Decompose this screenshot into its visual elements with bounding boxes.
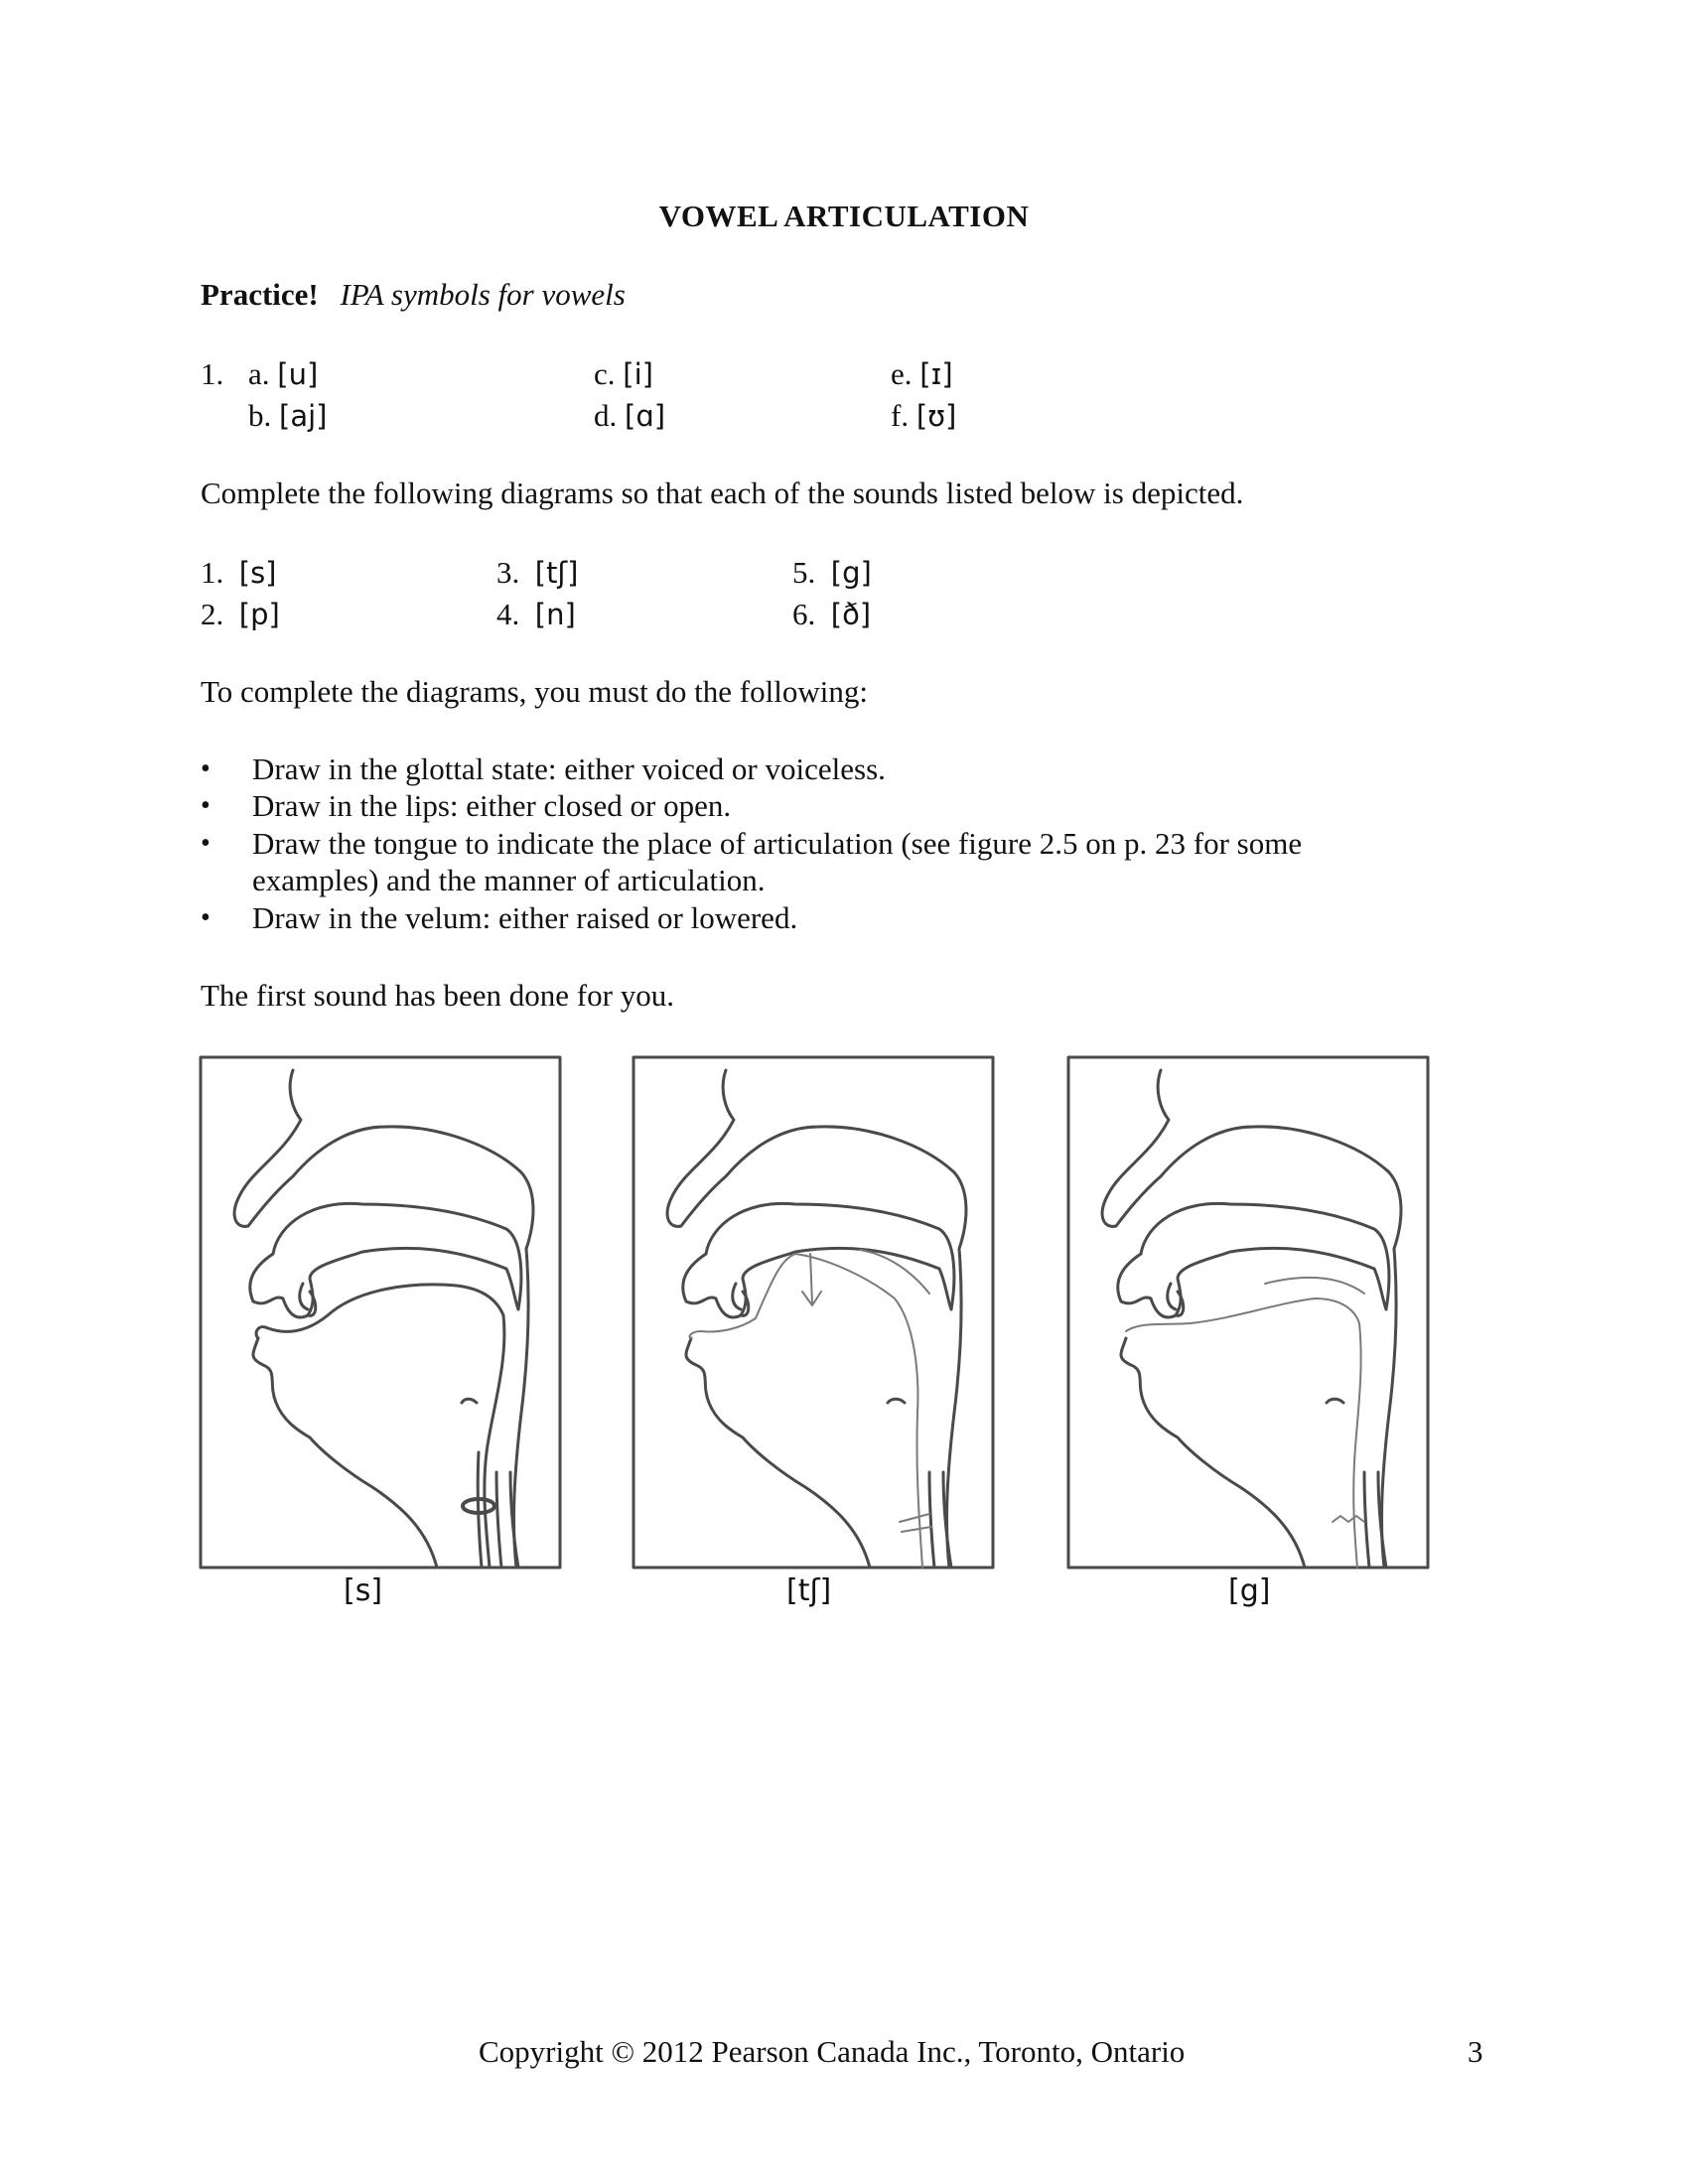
sound-item: 5. [g] <box>792 555 872 590</box>
sound-item: 4. [n] <box>496 597 576 631</box>
vowel-item: f. [ʊ] <box>891 398 957 433</box>
diagram-instruction: Complete the following diagrams so that each of the sounds listed below is depicted. <box>201 476 1244 510</box>
practice-heading <box>201 276 626 314</box>
page-number: 3 <box>1468 2034 1483 2069</box>
vowel-item: c. [i] <box>594 356 653 391</box>
diagram-label: [g] <box>1228 1573 1271 1608</box>
sound-item: 1. [s] <box>201 555 277 590</box>
vocal-folds-open <box>900 1514 931 1532</box>
bullet-icon: • <box>201 753 211 784</box>
lower-lip-jaw <box>253 1338 437 1568</box>
diagram-label: [tʃ] <box>786 1573 832 1608</box>
upper-teeth <box>250 1248 518 1317</box>
epiglottis <box>888 1399 905 1403</box>
velum-raised <box>1265 1278 1364 1294</box>
practice-label: Practice! <box>201 277 319 312</box>
sound-item: 2. [p] <box>201 597 280 631</box>
sound-item: 6. [ð] <box>792 597 872 631</box>
step-item: Draw in the lips: either closed or open. <box>252 788 732 823</box>
vowel-item: e. [ɪ] <box>891 356 953 391</box>
step-item: Draw in the glottal state: either voiced or voiceless. <box>252 751 886 786</box>
step-item: Draw in the velum: either raised or lowered. <box>252 900 798 935</box>
lower-lip-jaw <box>1121 1338 1305 1568</box>
step-item: Draw the tongue to indicate the place of articulation (see figure 2.5 on p. 23 for some <box>252 826 1303 861</box>
step-item: examples) and the manner of articulation. <box>252 863 766 897</box>
vowel-list-number: 1. <box>201 356 224 391</box>
bullet-icon: • <box>201 828 211 859</box>
lower-lip-jaw <box>686 1338 870 1568</box>
steps-intro: To complete the diagrams, you must do the following: <box>201 674 868 709</box>
vocal-tract-diagram-g <box>1066 1055 1434 1573</box>
sound-item: 3. [tʃ] <box>496 555 579 590</box>
practice-subtitle: IPA symbols for vowels <box>340 277 626 312</box>
vowel-item: b. [aj] <box>248 398 328 433</box>
vowel-item: d. [ɑ] <box>594 398 666 433</box>
first-done-note: The first sound has been done for you. <box>201 978 674 1013</box>
bullet-icon: • <box>201 790 211 821</box>
tongue-outline <box>689 1254 922 1568</box>
vocal-tract-diagram-s <box>199 1055 566 1573</box>
epiglottis <box>1327 1399 1343 1403</box>
page-title: VOWEL ARTICULATION <box>658 199 1030 233</box>
velum-lowered <box>860 1250 929 1294</box>
trachea-front <box>478 1452 482 1568</box>
epiglottis <box>462 1399 477 1403</box>
vocal-tract-diagram-tsh <box>632 1055 999 1573</box>
vocal-folds-voiced <box>1333 1516 1364 1522</box>
bullet-icon: • <box>201 902 211 933</box>
copyright-footer: Copyright © 2012 Pearson Canada Inc., Toronto, Ontario <box>479 2034 1186 2069</box>
diagram-label: [s] <box>344 1573 383 1608</box>
vowel-item: a. [u] <box>248 356 319 391</box>
arrow-icon <box>802 1254 821 1305</box>
tongue-outline <box>1126 1298 1361 1568</box>
